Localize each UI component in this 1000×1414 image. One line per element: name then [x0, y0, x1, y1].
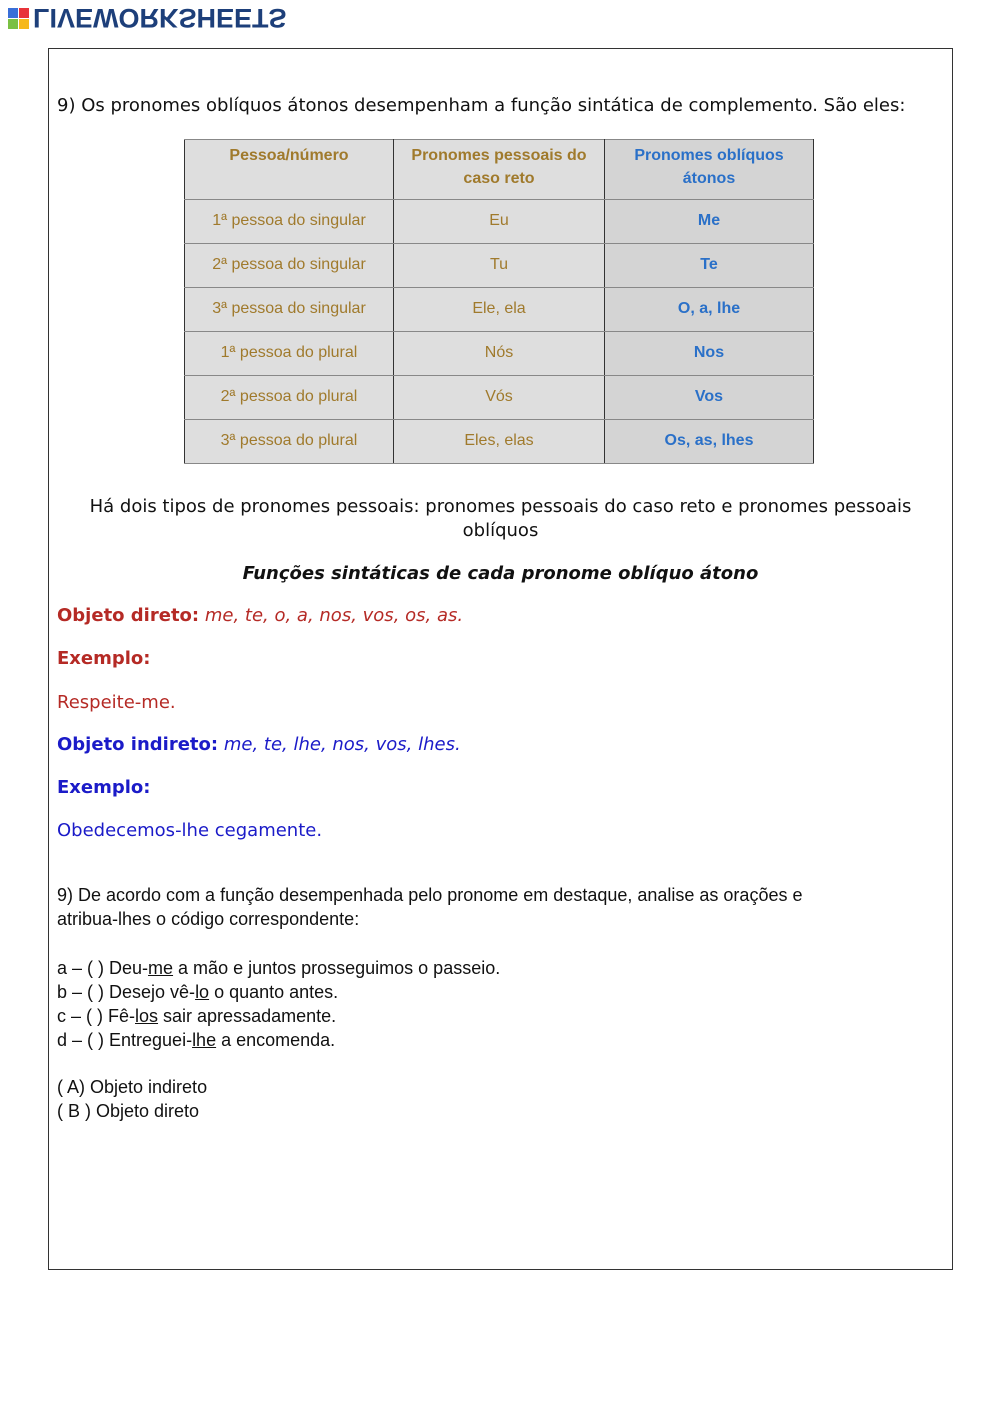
- question-1-title: 9) Os pronomes oblíquos átonos desempenham a função sintática de complemento. São eles:: [57, 95, 906, 116]
- highlighted-pronoun: lhe: [192, 1030, 217, 1050]
- header-cell: Pessoa/número: [185, 140, 394, 200]
- indirect-example: Obedecemos-lhe cegamente.: [57, 820, 323, 841]
- indirect-example-label: Exemplo:: [57, 777, 151, 798]
- answer-item-a[interactable]: [57, 958, 500, 979]
- highlighted-pronoun: me: [148, 958, 174, 978]
- table-row: [185, 376, 814, 420]
- table-row: [185, 244, 814, 288]
- cell: Vos: [605, 376, 814, 420]
- item-text: c – ( ) Fê-: [57, 1006, 136, 1026]
- indirect-object-line: [57, 734, 461, 755]
- logo-text: LIVEWORKSHEETS: [33, 3, 287, 33]
- table-row: [185, 420, 814, 464]
- item-text: a mão e juntos prosseguimos o passeio.: [173, 958, 501, 978]
- cell: 1ª pessoa do plural: [185, 332, 394, 376]
- table-header-row: [185, 140, 814, 200]
- question-2-line-1: 9) De acordo com a função desempenhada pelo pronome em destaque, analise as orações e: [57, 885, 803, 905]
- table-row: [185, 332, 814, 376]
- cell: Eu: [394, 200, 605, 244]
- item-text: sair apressadamente.: [158, 1006, 337, 1026]
- highlighted-pronoun: lo: [195, 982, 210, 1002]
- cell: Te: [605, 244, 814, 288]
- answer-item-c[interactable]: [57, 1006, 336, 1027]
- indirect-object-label: Objeto indireto:: [57, 734, 219, 755]
- header-cell: Pronomes oblíquos átonos: [605, 140, 814, 200]
- cell: Me: [605, 200, 814, 244]
- item-text: d – ( ) Entreguei-: [57, 1030, 193, 1050]
- cell: Tu: [394, 244, 605, 288]
- indirect-object-list: me, te, lhe, nos, vos, lhes.: [218, 734, 461, 755]
- intro-line-1: Há dois tipos de pronomes pessoais: pronomes pessoais do caso reto e pronomes pessoais: [89, 496, 912, 517]
- question-2-line-2: atribua-lhes o código correspondente:: [57, 909, 360, 929]
- cell: Ele, ela: [394, 288, 605, 332]
- table-row: [185, 288, 814, 332]
- intro-line-2: oblíquos: [462, 520, 539, 541]
- item-text: o quanto antes.: [209, 982, 339, 1002]
- code-b: ( B ) Objeto direto: [57, 1101, 200, 1121]
- logo-blocks-icon: [8, 8, 29, 29]
- direct-object-line: [57, 605, 463, 626]
- worksheet-page: [48, 48, 953, 1270]
- cell: Eles, elas: [394, 420, 605, 464]
- answer-item-d[interactable]: [57, 1030, 335, 1051]
- cell: Os, as, lhes: [605, 420, 814, 464]
- direct-object-label: Objeto direto:: [57, 605, 200, 626]
- pronoun-table: [184, 139, 814, 464]
- liveworksheets-logo: [8, 4, 287, 32]
- item-text: a encomenda.: [216, 1030, 336, 1050]
- item-text: b – ( ) Desejo vê-: [57, 982, 196, 1002]
- direct-example-label: Exemplo:: [57, 648, 151, 669]
- functions-subtitle: Funções sintáticas de cada pronome oblíquo átono: [242, 563, 759, 584]
- cell: 2ª pessoa do singular: [185, 244, 394, 288]
- cell: Vós: [394, 376, 605, 420]
- cell: Nos: [605, 332, 814, 376]
- code-a: ( A) Objeto indireto: [57, 1077, 208, 1097]
- table-row: [185, 200, 814, 244]
- cell: 2ª pessoa do plural: [185, 376, 394, 420]
- cell: 3ª pessoa do plural: [185, 420, 394, 464]
- cell: 1ª pessoa do singular: [185, 200, 394, 244]
- answer-item-b[interactable]: [57, 982, 338, 1003]
- direct-example: Respeite-me.: [57, 692, 176, 713]
- highlighted-pronoun: los: [135, 1006, 159, 1026]
- cell: 3ª pessoa do singular: [185, 288, 394, 332]
- item-text: a – ( ) Deu-: [57, 958, 149, 978]
- header-cell: Pronomes pessoais do caso reto: [394, 140, 605, 200]
- cell: O, a, lhe: [605, 288, 814, 332]
- cell: Nós: [394, 332, 605, 376]
- direct-object-list: me, te, o, a, nos, vos, os, as.: [199, 605, 464, 626]
